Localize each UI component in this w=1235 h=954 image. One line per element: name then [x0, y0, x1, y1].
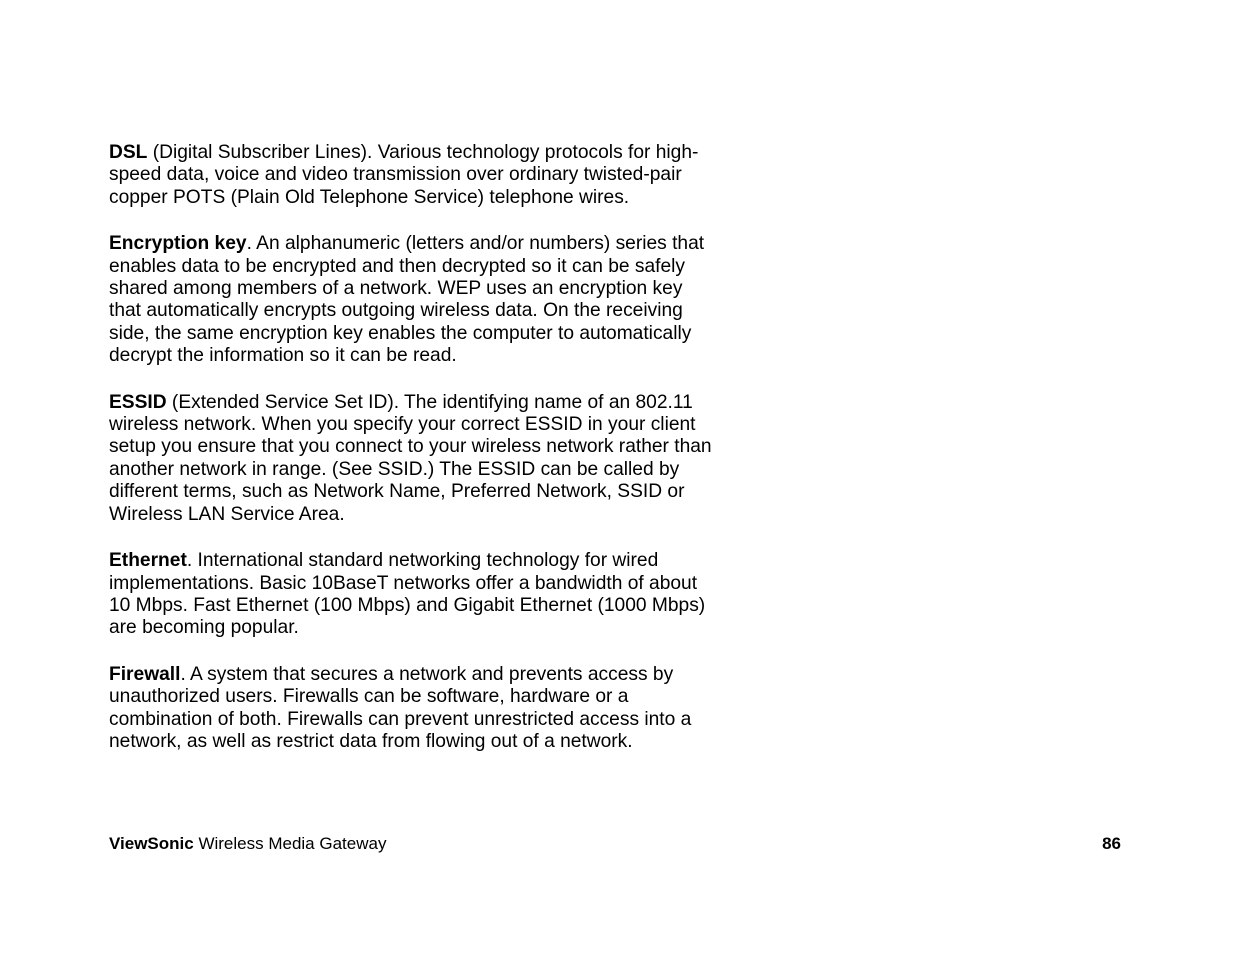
glossary-definition: . International standard networking technology for wired implementations. Basic 10BaseT networks offer a bandwidth of about 10 Mbps. Fast Ethernet (100 Mbps) and Gigabit Ethernet (1000 Mbps) are becoming popular. — [109, 550, 706, 639]
glossary-definition: . An alphanumeric (letters and/or numbers) series that enables data to be encrypted and then decrypted so it can be safely shared among members of a network. WEP uses an encryption key that automatically encrypts outgoing wireless data. On the receiving side, the same encryption key enables the computer to automatically decrypt the information so it can be read. — [109, 233, 705, 367]
footer-brand: ViewSonic — [109, 834, 194, 853]
glossary-definition: (Digital Subscriber Lines). Various technology protocols for high-speed data, voice and video transmission over ordinary twisted-pair copper POTS (Plain Old Telephone Service) telephone wires. — [109, 142, 699, 208]
page-number: 86 — [1102, 834, 1121, 853]
page-footer — [109, 833, 1121, 855]
glossary-term: ESSID — [109, 391, 167, 413]
glossary-definition: (Extended Service Set ID). The identifying name of an 802.11 wireless network. When you specify your correct ESSID in your client setup you ensure that you connect to your wireless network rather than another network in range. (See SSID.) The ESSID can be called by different terms, such as Network Name, Preferred Network, SSID or Wireless LAN Service Area. — [109, 391, 712, 525]
glossary-term: Ethernet — [109, 550, 187, 572]
glossary-entry-essid — [109, 392, 719, 526]
glossary-entry-ethernet — [109, 550, 719, 640]
glossary-term: Encryption key — [109, 233, 247, 255]
glossary-entry-firewall — [109, 664, 719, 754]
glossary-entry-encryption-key — [109, 233, 719, 367]
glossary-term: Firewall — [109, 663, 181, 685]
footer-product-name: Wireless Media Gateway — [193, 834, 387, 853]
glossary-content — [109, 142, 719, 777]
glossary-entry-dsl — [109, 142, 719, 209]
glossary-definition: . A system that secures a network and prevents access by unauthorized users. Firewalls can be software, hardware or a combination of both. Firewalls can prevent unrestricted access into a network, as well as restrict data from flowing out of a network. — [109, 663, 692, 752]
glossary-term: DSL — [109, 142, 148, 163]
